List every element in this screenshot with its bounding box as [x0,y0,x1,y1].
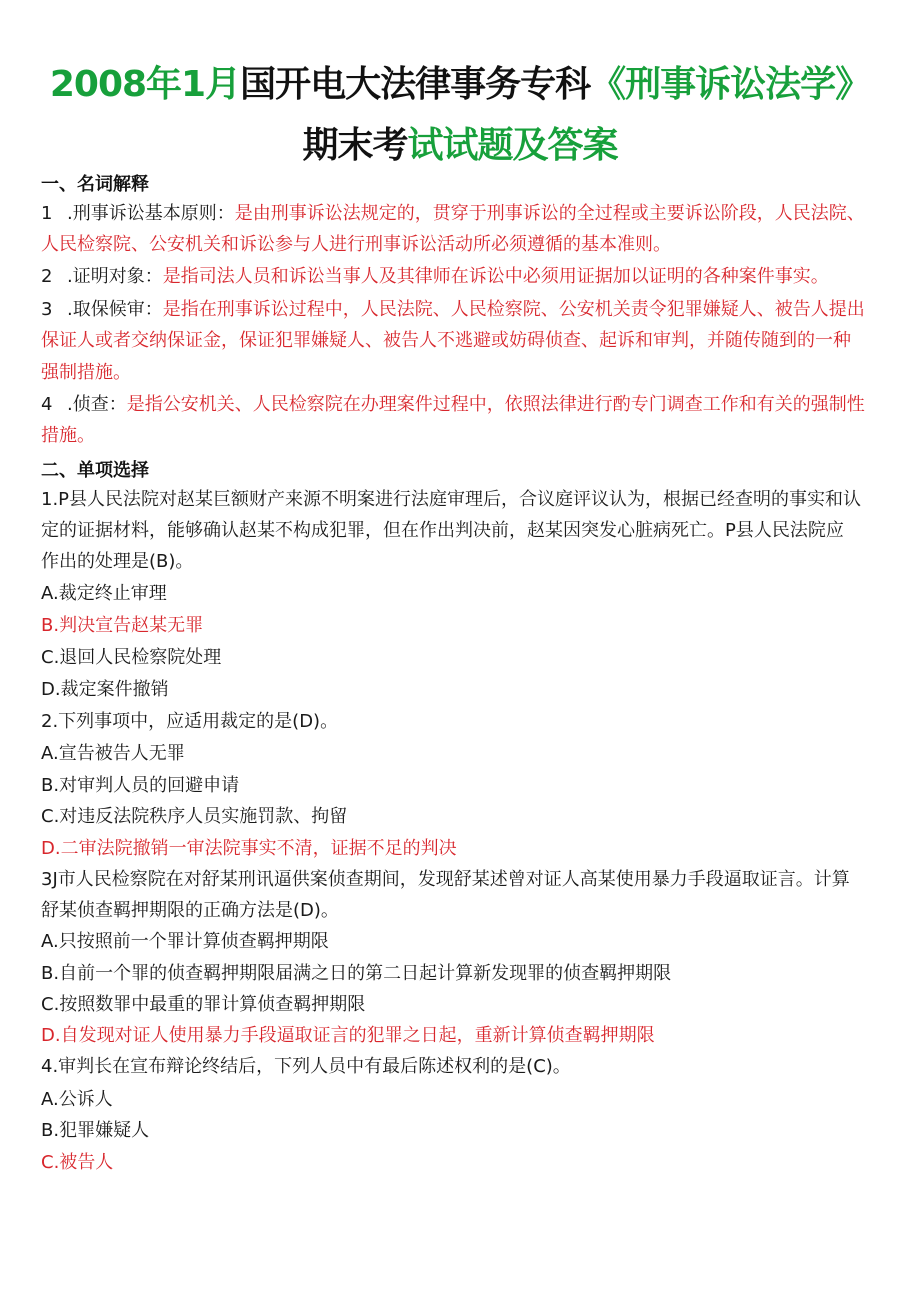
q2-option-d-answer: D.二审法院撤销一审法院事实不清，证据不足的判决 [41,838,457,859]
title-exam: 期末考 [302,125,408,166]
definition-number: 2 [41,266,53,287]
q1-option-c: C.退回人民检察院处理 [41,647,222,668]
definition-3-line3: 强制措施。 [41,362,131,383]
definition-3-line2: 保证人或者交纳保证金，保证犯罪嫌疑人、被告人不逃避或妨碍侦查、起诉和审判，并随传随到的一种 [41,330,851,351]
title-school-major: 国开电大法律事务专科 [240,64,591,105]
q3-option-a: A.只按照前一个罪计算侦查羁押期限 [41,931,329,952]
definition-number: 3 [41,299,53,320]
question-1-line2: 定的证据材料，能够确认赵某不构成犯罪，但在作出判决前，赵某因突发心脏病死亡。P县人民法院应 [41,520,844,541]
definition-text: 是由刑事诉讼法规定的，贯穿于刑事诉讼的全过程或主要诉讼阶段，人民法院、 [234,203,865,224]
q3-option-c: C.按照数罪中最重的罪计算侦查羁押期限 [41,994,366,1015]
definition-term: .刑事诉讼基本原则： [67,203,235,224]
question-1-line3: 作出的处理是(B)。 [41,551,194,572]
title-year-month: 2008年1月 [49,64,241,105]
definition-4-line2: 措施。 [41,425,95,446]
title-answers: 试试题及答案 [407,125,618,166]
q1-option-a: A.裁定终止审理 [41,583,167,604]
section-heading-definitions: 一、名词解释 [41,174,149,195]
definition-text: 是指在刑事诉讼过程中，人民法院、人民检察院、公安机关责令犯罪嫌疑人、被告人提出 [162,299,865,320]
definition-text: 是指公安机关、人民检察院在办理案件过程中，依照法律进行酌专门调查工作和有关的强制性 [126,394,865,415]
definition-2-line1 [41,261,891,292]
q2-option-a: A.宣告被告人无罪 [41,743,185,764]
title-course: 《刑事诉讼法学》 [590,64,871,105]
definition-number: 4 [41,394,53,415]
q3-option-d-answer: D.自发现对证人使用暴力手段逼取证言的犯罪之日起，重新计算侦查羁押期限 [41,1025,655,1046]
page-title-line1 [0,56,920,107]
definition-term: .证明对象： [67,266,163,287]
q3-option-b: B.自前一个罪的侦查羁押期限届满之日的第二日起计算新发现罪的侦查羁押期限 [41,963,672,984]
q4-option-b: B.犯罪嫌疑人 [41,1120,150,1141]
definition-4-line1 [41,389,891,420]
q4-option-a: A.公诉人 [41,1089,113,1110]
definition-term: .取保候审： [67,299,163,320]
page-title-line2 [0,117,920,168]
definition-number: 1 [41,203,53,224]
definition-3-line1 [41,294,891,325]
question-4-line1: 4.审判长在宣布辩论终结后，下列人员中有最后陈述权利的是(C)。 [41,1056,571,1077]
q4-option-c-answer: C.被告人 [41,1152,114,1173]
q1-option-d: D.裁定案件撤销 [41,679,169,700]
q1-option-b-answer: B.判决宣告赵某无罪 [41,615,204,636]
section-heading-single-choice: 二、单项选择 [41,460,149,481]
q2-option-b: B.对审判人员的回避申请 [41,775,240,796]
q2-option-c: C.对违反法院秩序人员实施罚款、拘留 [41,806,348,827]
definition-1-line2: 人民检察院、公安机关和诉讼参与人进行刑事诉讼活动所必须遵循的基本准则。 [41,234,671,255]
definition-text: 是指司法人员和诉讼当事人及其律师在诉讼中必须用证据加以证明的各种案件事实。 [162,266,829,287]
definition-term: .侦查： [67,394,127,415]
question-1-line1: 1.P县人民法院对赵某巨额财产来源不明案进行法庭审理后，合议庭评议认为，根据已经查明的事实和认 [41,489,862,510]
definition-1-line1 [41,198,891,229]
question-3-line2: 舒某侦查羁押期限的正确方法是(D)。 [41,900,339,921]
question-2-line1: 2.下列事项中，应适用裁定的是(D)。 [41,711,339,732]
question-3-line1: 3J市人民检察院在对舒某刑讯逼供案侦查期间，发现舒某述曾对证人高某使用暴力手段逼取证言。计算 [41,869,850,890]
